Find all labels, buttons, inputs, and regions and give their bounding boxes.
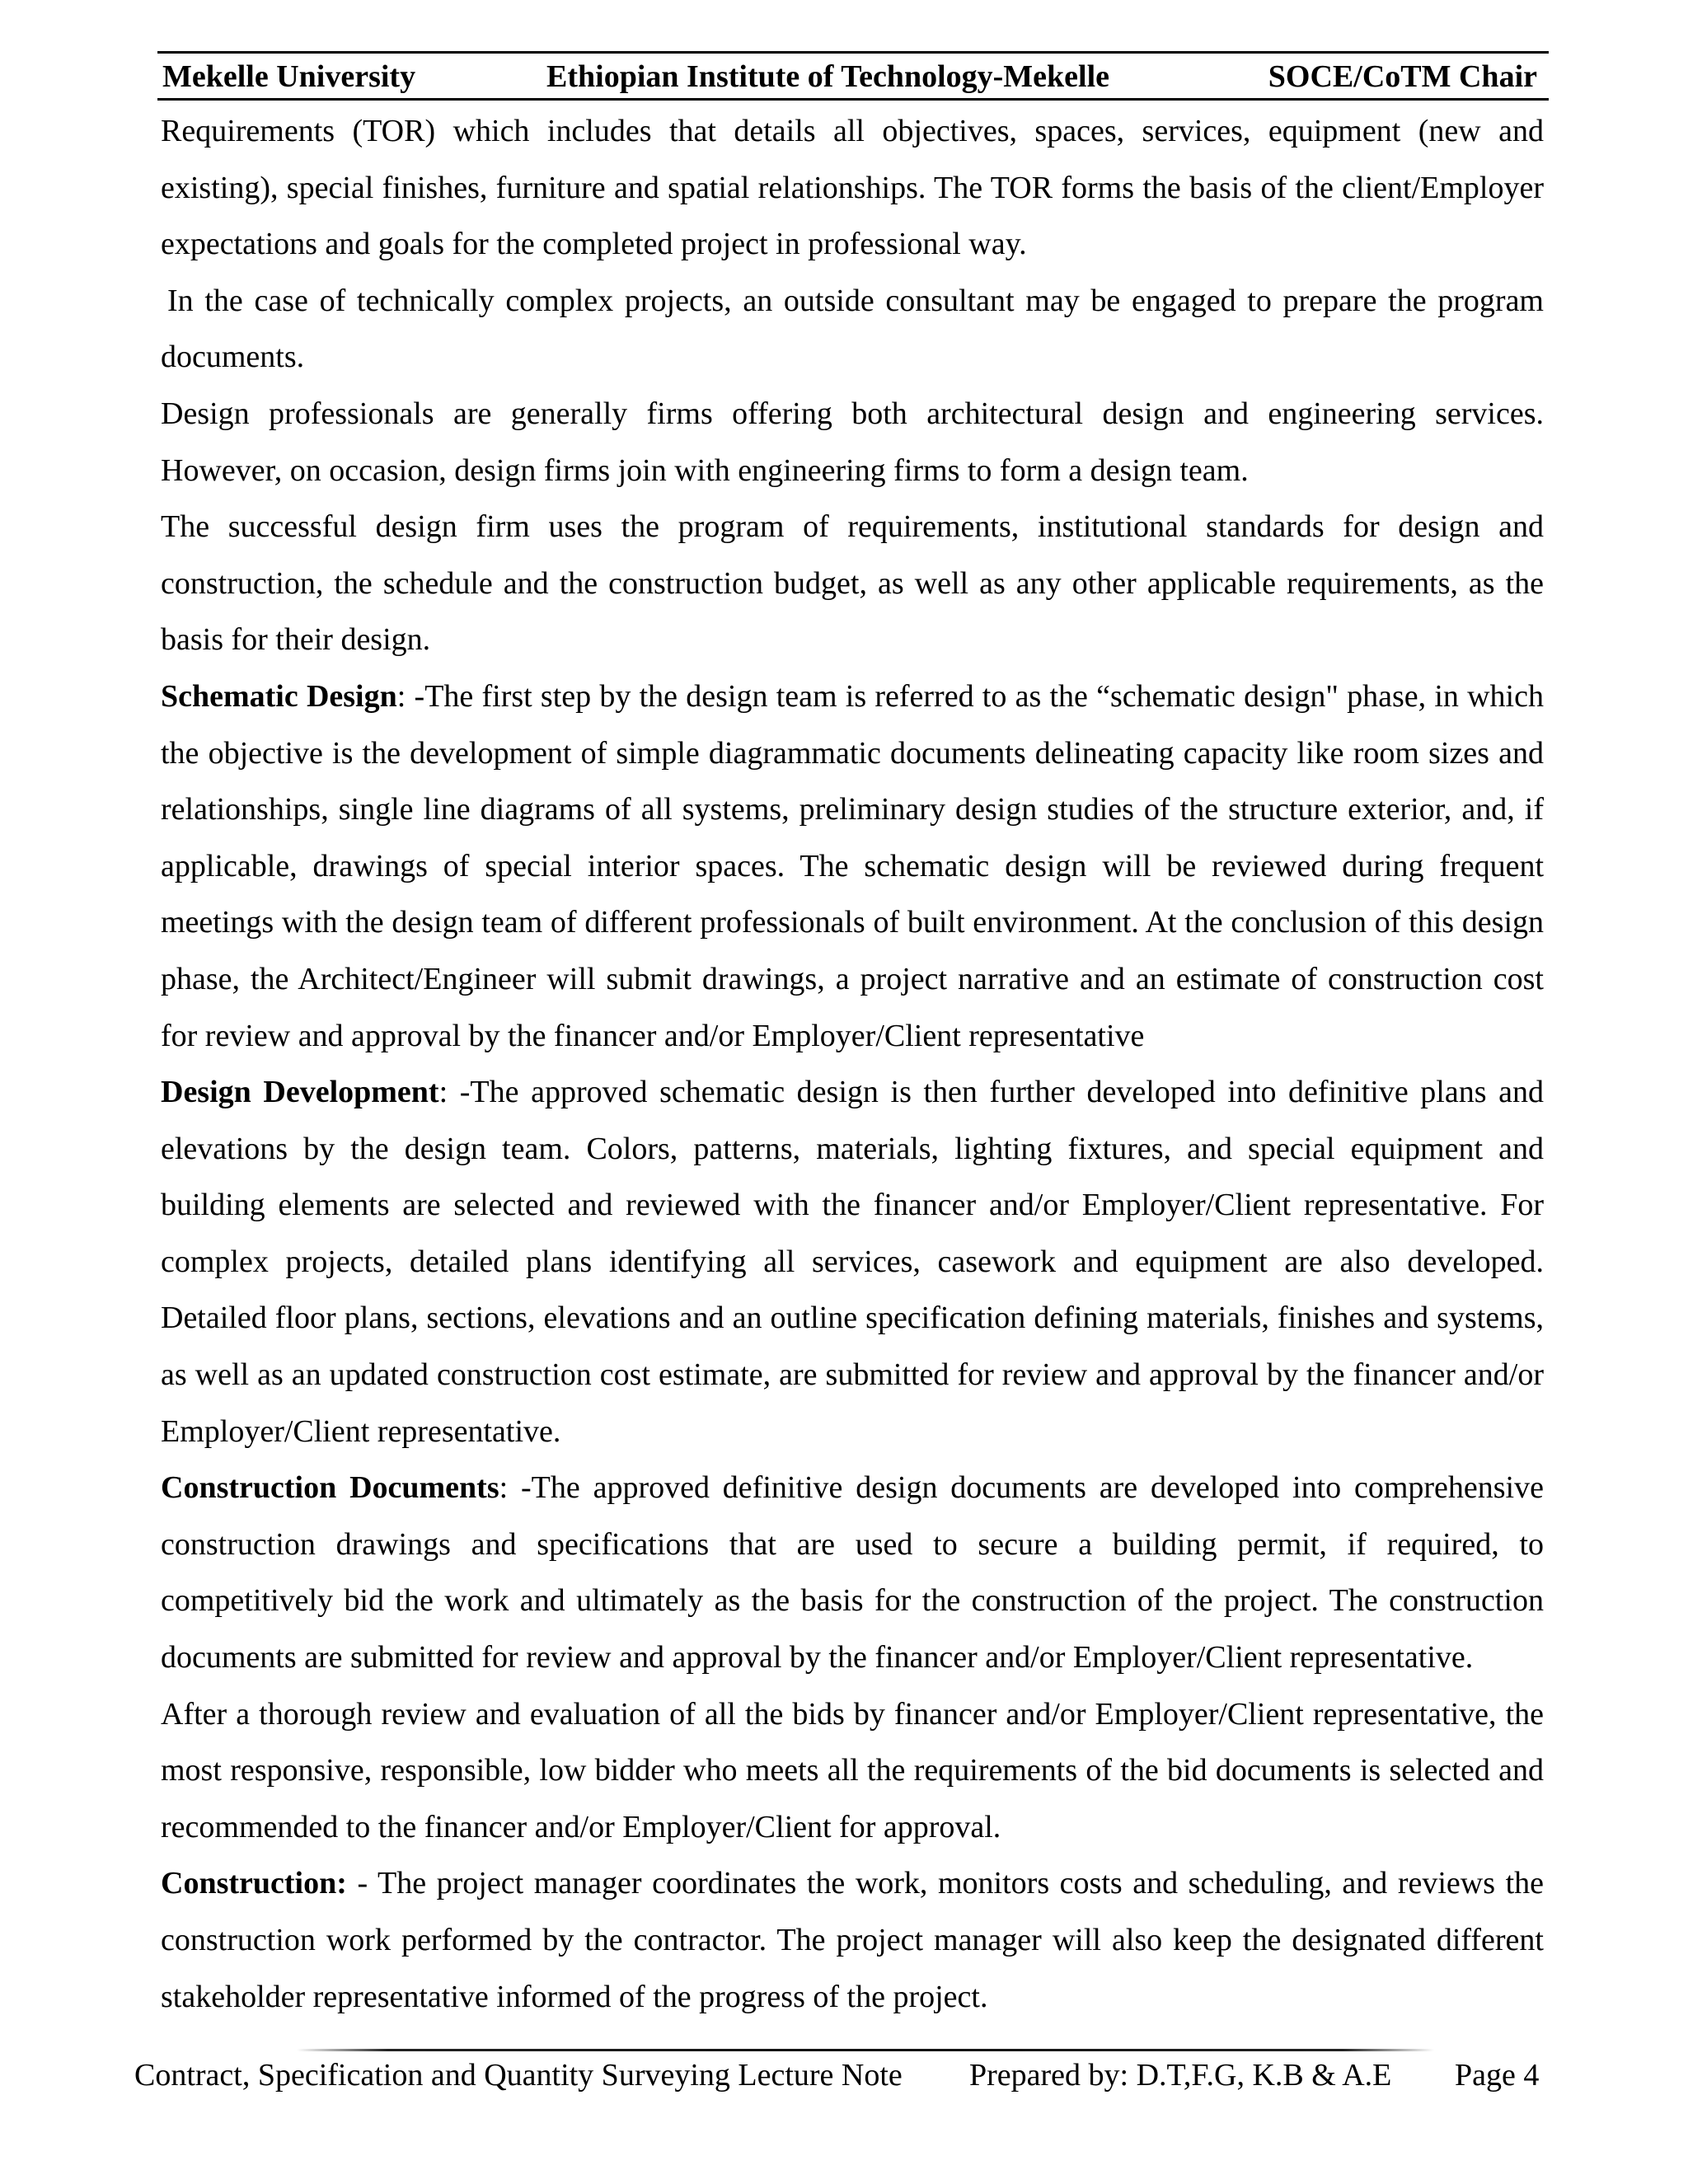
term-construction: Construction: (161, 1866, 347, 1901)
header-chair: SOCE/CoTM Chair (1268, 59, 1537, 94)
footer-page-number: Page 4 (1455, 2058, 1540, 2093)
paragraph-construction-documents (161, 1460, 1544, 1685)
footer-divider (297, 2049, 1434, 2051)
paragraph-design-development (161, 1064, 1544, 1460)
text-construction: - The project manager coordinates the work, monitors costs and scheduling, and reviews the construction work performed by the contractor. The project manager will also keep the designated different stakeholder representative informed of the progress of the project. (161, 1866, 1544, 2014)
footer-course-title: Contract, Specification and Quantity Surveying Lecture Note (134, 2058, 903, 2093)
footer-prepared-by: Prepared by: D.T,F.G, K.B & A.E (969, 2058, 1392, 2093)
document-body (161, 103, 1544, 2025)
paragraph-design-professionals: Design professionals are generally firms offering both architectural design and engineering services. However, on occasion, design firms join with engineering firms to form a design team. (161, 396, 1544, 488)
term-schematic-design: Schematic Design (161, 678, 397, 714)
header-institute: Ethiopian Institute of Technology-Mekelle (546, 59, 1109, 94)
paragraph-consultant: In the case of technically complex projects, an outside consultant may be engaged to prepare the program documents. (161, 283, 1544, 375)
header-university: Mekelle University (162, 59, 416, 94)
paragraph-tor: Requirements (TOR) which includes that details all objectives, spaces, services, equipment (new and existing), special finishes, furniture and spatial relationships. The TOR forms the basis of the client/Employer expectations and goals for the completed project in professional way. (161, 114, 1544, 262)
term-construction-documents: Construction Documents (161, 1470, 499, 1506)
text-design-development: : -The approved schematic design is then further developed into definitive plans and elevations by the design team. Colors, patterns, materials, lighting fixtures, and special equipment and building elements are selected and reviewed with the financer and/or Employer/Client representative. For complex projects, detailed plans identifying all services, casework and equipment are also developed. Detailed floor plans, sections, elevations and an outline specification defining materials, finishes and systems, as well as an updated construction cost estimate, are submitted for review and approval by the financer and/or Employer/Client representative. (161, 1075, 1545, 1449)
paragraph-design-firm: The successful design firm uses the program of requirements, institutional standards for design and construction, the schedule and the construction budget, as well as any other applicable requirements, as the basis for their design. (161, 509, 1544, 658)
paragraph-schematic-design (161, 668, 1544, 1064)
text-schematic-design: : -The first step by the design team is referred to as the “schematic design" phase, in which the objective is the development of simple diagrammatic documents delineating capacity like room sizes and relationships, single line diagrams of all systems, preliminary design studies of the structure exterior, and, if applicable, drawings of special interior spaces. The schematic design will be reviewed during frequent meetings with the design team of different professionals of built environment. At the conclusion of this design phase, the Architect/Engineer will submit drawings, a project narrative and an estimate of construction cost for review and approval by the financer and/or Employer/Client representative (161, 678, 1544, 1053)
text-construction-documents: : -The approved definitive design documents are developed into comprehensive construction drawings and specifications that are used to secure a building permit, if required, to competitively bid the work and ultimately as the basis for the construction of the project. The construction documents are submitted for review and approval by the financer and/or Employer/Client representative. (161, 1470, 1544, 1675)
paragraph-construction (161, 1855, 1544, 2025)
page-header (157, 51, 1549, 101)
paragraph-bid-review: After a thorough review and evaluation of all the bids by financer and/or Employer/Client representative, the most responsive, responsible, low bidder who meets all the requirements of the bid documents is selected and recommended to the financer and/or Employer/Client for approval. (161, 1696, 1544, 1844)
term-design-development: Design Development (161, 1075, 439, 1110)
